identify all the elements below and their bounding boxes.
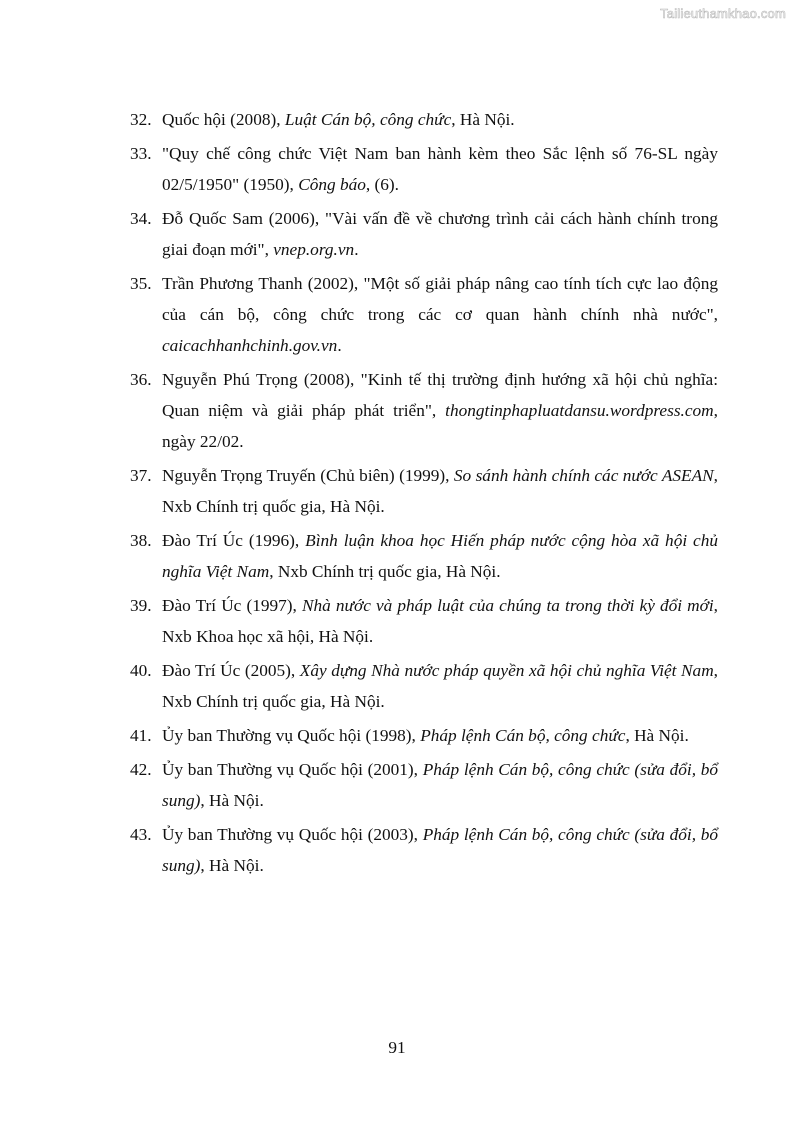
reference-segment: Quốc hội (2008), — [162, 110, 285, 129]
reference-text — [162, 110, 515, 129]
reference-text — [162, 370, 718, 451]
reference-item — [130, 104, 718, 135]
reference-segment: , Nxb Chính trị quốc gia, Hà Nội. — [269, 562, 501, 581]
reference-text — [162, 531, 718, 581]
reference-number: 38. — [130, 531, 152, 550]
reference-segment: , (6). — [365, 175, 400, 194]
reference-segment: . — [337, 336, 342, 355]
reference-segment: Nguyễn Trọng Truyến (Chủ biên) (1999), — [162, 466, 454, 485]
reference-item — [130, 460, 718, 522]
reference-title: Xây dựng Nhà nước pháp quyền xã hội chủ nghĩa Việt Nam — [299, 661, 714, 680]
reference-segment: Đào Trí Úc (1997), — [162, 596, 302, 615]
reference-item — [130, 364, 718, 457]
reference-title: vnep.org.vn — [273, 240, 355, 259]
reference-title: So sánh hành chính các nước ASEAN — [453, 466, 714, 485]
reference-segment: , Nxb Khoa học xã hội, Hà Nội. — [162, 596, 718, 646]
reference-item — [130, 590, 718, 652]
reference-title: thongtinphapluatdansu.wordpress.com — [445, 401, 714, 420]
reference-segment: Ủy ban Thường vụ Quốc hội (2001), — [162, 760, 423, 779]
reference-segment: Ủy ban Thường vụ Quốc hội (2003), — [162, 825, 423, 844]
reference-text — [162, 760, 718, 810]
reference-number: 37. — [130, 466, 152, 485]
reference-segment: Ủy ban Thường vụ Quốc hội (1998), — [162, 726, 421, 745]
reference-item — [130, 819, 718, 881]
reference-segment: Đào Trí Úc (2005), — [162, 661, 300, 680]
reference-item — [130, 754, 718, 816]
reference-title: Bình luận khoa học Hiến pháp nước cộng hòa xã hội chủ nghĩa Việt Nam — [162, 531, 718, 581]
reference-number: 34. — [130, 209, 152, 228]
page-number: 91 — [388, 1038, 406, 1057]
watermark-text: Tailieuthamkhao.com — [660, 6, 786, 21]
reference-segment: . — [354, 240, 359, 259]
reference-segment: , Hà Nội. — [200, 856, 264, 875]
reference-list — [130, 104, 718, 884]
reference-title: Pháp lệnh Cán bộ, công chức — [420, 726, 626, 745]
reference-title: Luật Cán bộ, công chức — [284, 110, 452, 129]
reference-text — [162, 144, 718, 194]
reference-text — [162, 209, 718, 259]
reference-number: 40. — [130, 661, 152, 680]
reference-text — [162, 274, 718, 355]
reference-item — [130, 525, 718, 587]
reference-title: caicachhanhchinh.gov.vn — [162, 336, 338, 355]
reference-segment: Đỗ Quốc Sam (2006), "Vài vấn đề về chương trình cải cách hành chính trong giai đoạn mới", — [162, 209, 718, 259]
reference-title: Nhà nước và pháp luật của chúng ta trong thời kỳ đổi mới — [301, 596, 714, 615]
reference-item — [130, 655, 718, 717]
reference-number: 32. — [130, 110, 152, 129]
reference-number: 36. — [130, 370, 152, 389]
reference-segment: , Hà Nội. — [625, 726, 689, 745]
reference-segment: Đào Trí Úc (1996), — [162, 531, 306, 550]
reference-text — [162, 726, 689, 745]
reference-text — [162, 661, 718, 711]
reference-number: 33. — [130, 144, 152, 163]
reference-title: Pháp lệnh Cán bộ, công chức (sửa đổi, bổ sung) — [162, 825, 718, 875]
reference-item — [130, 203, 718, 265]
reference-segment: Nguyễn Phú Trọng (2008), "Kinh tế thị trường định hướng xã hội chủ nghĩa: Quan niệm và giải pháp phát triển", — [162, 370, 718, 420]
reference-text — [162, 596, 718, 646]
reference-item — [130, 268, 718, 361]
reference-segment: , Nxb Chính trị quốc gia, Hà Nội. — [162, 466, 718, 516]
reference-number: 35. — [130, 274, 152, 293]
reference-segment: "Quy chế công chức Việt Nam ban hành kèm theo Sắc lệnh số 76-SL ngày 02/5/1950" (1950), — [162, 144, 718, 194]
reference-item — [130, 138, 718, 200]
reference-segment: Trần Phương Thanh (2002), "Một số giải pháp nâng cao tính tích cực lao động của cán bộ, công chức trong các cơ quan hành chính nhà nước", — [162, 274, 718, 324]
reference-segment: , ngày 22/02. — [162, 401, 718, 451]
reference-text — [162, 466, 718, 516]
reference-number: 41. — [130, 726, 152, 745]
reference-text — [162, 825, 718, 875]
reference-number: 39. — [130, 596, 152, 615]
reference-segment: , Hà Nội. — [200, 791, 264, 810]
reference-number: 43. — [130, 825, 152, 844]
reference-title: Công báo — [298, 175, 366, 194]
reference-number: 42. — [130, 760, 152, 779]
reference-segment: , Hà Nội. — [451, 110, 515, 129]
reference-item — [130, 720, 718, 751]
reference-segment: , Nxb Chính trị quốc gia, Hà Nội. — [162, 661, 718, 711]
reference-title: Pháp lệnh Cán bộ, công chức (sửa đổi, bổ sung) — [162, 760, 718, 810]
